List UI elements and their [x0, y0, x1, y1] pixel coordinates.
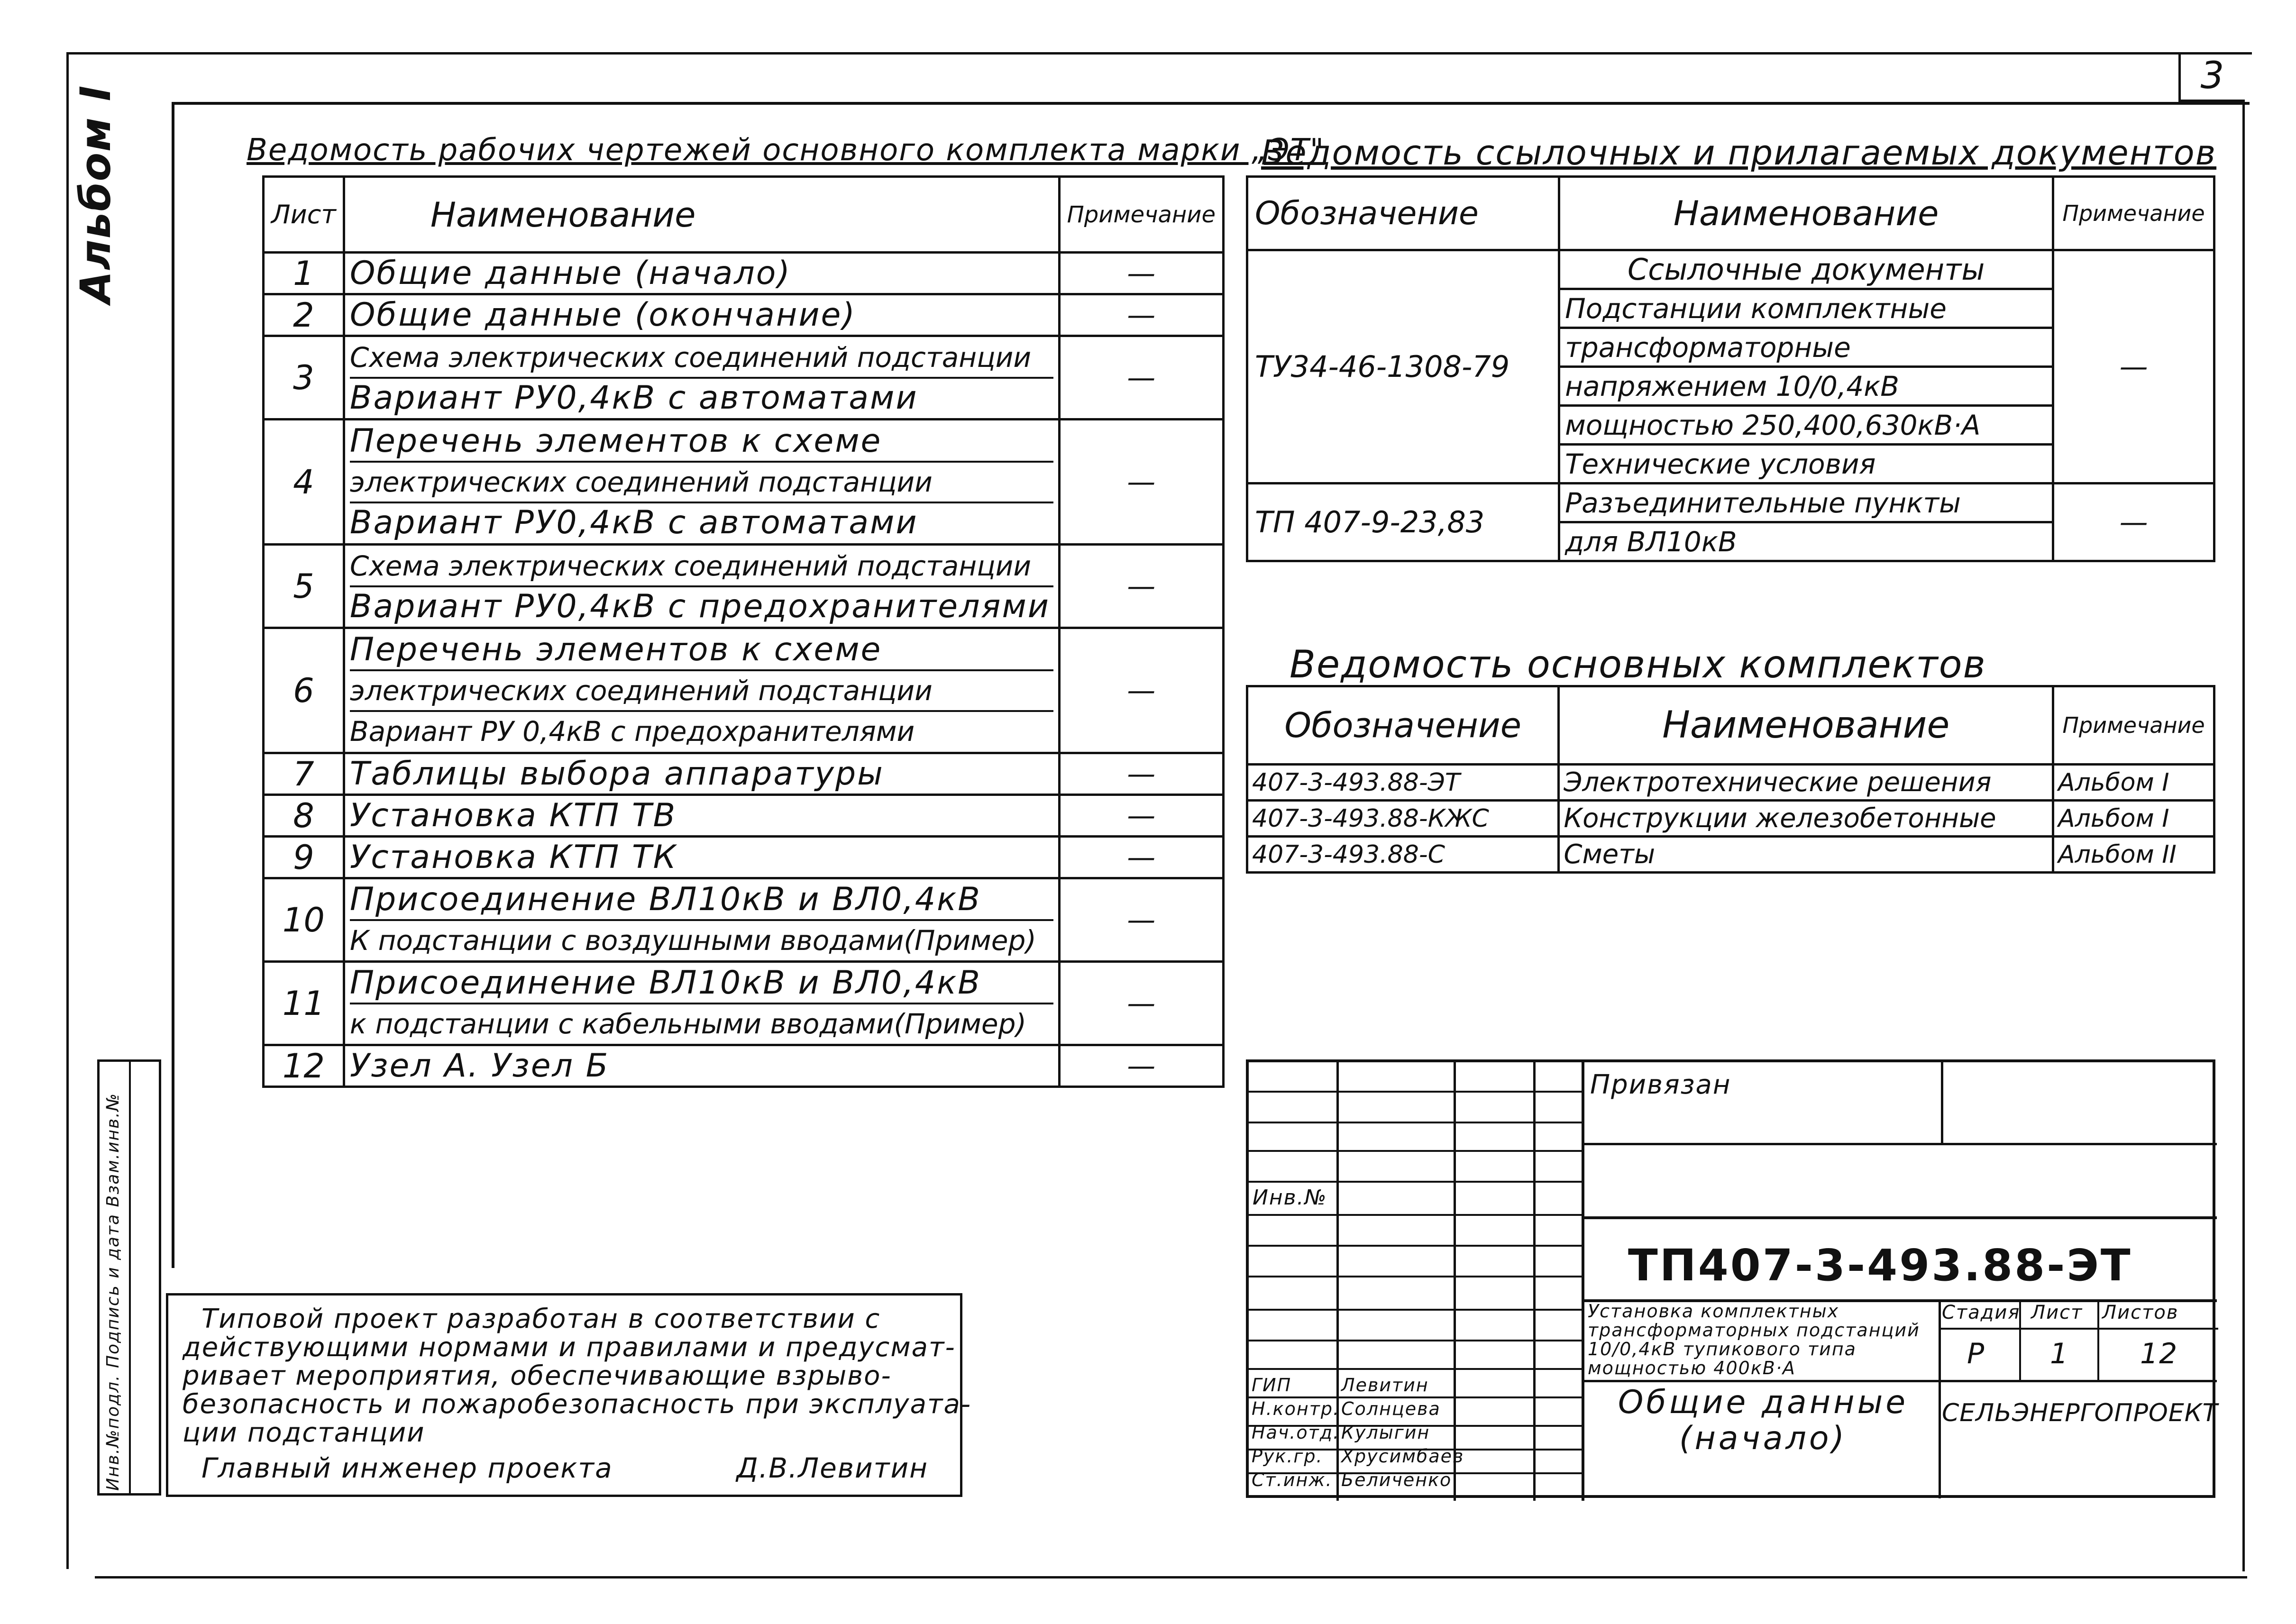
drawing-sheet-number: 6: [264, 628, 344, 753]
set-row: [1247, 801, 2214, 837]
staff-name: Хрусимбаев: [1341, 1446, 1464, 1467]
drawing-name: [344, 753, 1059, 795]
set-name: Сметы: [1559, 837, 2053, 873]
staff-name: Беличенко: [1341, 1469, 1452, 1490]
set-row: [1247, 837, 2214, 873]
drawing-name: [344, 795, 1059, 837]
outer-left-border: [66, 52, 69, 1569]
set-designation: 407-3-493.88-ЭТ: [1247, 765, 1559, 801]
drawing-name-line: Вариант РУ0,4кВ с автоматами: [349, 379, 918, 417]
drawing-name-line: электрических соединений подстанции: [350, 671, 1053, 712]
drawing-name-line: Присоединение ВЛ10кВ и ВЛ0,4кВ: [350, 964, 1053, 1004]
drawing-note: —: [1059, 878, 1223, 962]
ref-name-line: Разъединительные пункты: [1559, 484, 2053, 522]
project-description: [1588, 1302, 1939, 1378]
set-designation: 407-3-493.88-КЖС: [1247, 801, 1559, 837]
tb-attached-divider: [1941, 1062, 1943, 1143]
drawing-name-line: Схема электрических соединений подстанции: [350, 547, 1053, 587]
ref-header-name: Наименование: [1559, 177, 2053, 250]
set-name: Конструкции железобетонные: [1559, 801, 2053, 837]
tb-col-4: [1582, 1062, 1584, 1501]
stage-label: Стадия: [1942, 1302, 2021, 1323]
tb-col-2: [1454, 1062, 1456, 1501]
drawing-name: [344, 420, 1059, 545]
tb-stage-header-line: [1939, 1328, 2218, 1330]
drawing-sheet-number: 8: [264, 795, 344, 837]
drawing-note: —: [1059, 795, 1223, 837]
title-block: [1246, 1059, 2218, 1498]
ref-name-line: напряжением 10/0,4кВ: [1559, 367, 2053, 406]
drawing-name-line: Вариант РУ0,4кВ с предохранителями: [349, 587, 1050, 625]
ref-designation: ТП 407-9-23,83: [1247, 484, 1559, 561]
ref-header-designation: Обозначение: [1247, 177, 1559, 250]
main-sets-title: Ведомость основных комплектов: [1290, 642, 1986, 686]
drawing-name: [344, 628, 1059, 753]
stamp-divider: [129, 1062, 131, 1493]
sheet-title-line: Общие данные: [1618, 1384, 1909, 1421]
ref-name-line: трансформаторные: [1559, 328, 2053, 367]
tb-grid-row: [1249, 1309, 1583, 1311]
ref-section-title: Ссылочные документы: [1559, 250, 2053, 289]
ref-name-line: Подстанции комплектные: [1559, 289, 2053, 328]
tb-grid-row: [1249, 1368, 1583, 1370]
ref-header-note: Примечание: [2053, 177, 2214, 250]
frame-left-border: [172, 102, 174, 1268]
drawing-row: [264, 962, 1224, 1045]
statement-box: [166, 1293, 972, 1497]
drawing-row: [264, 253, 1224, 294]
set-note: Альбом II: [2053, 837, 2214, 873]
header-name: Наименование: [344, 177, 1059, 253]
sheet-label: Лист: [2031, 1302, 2083, 1323]
ref-name-line: для ВЛ10кВ: [1559, 522, 2053, 561]
drawing-row: [264, 294, 1224, 336]
ref-designation: ТУ34-46-1308-79: [1247, 250, 1559, 484]
sets-header-row: [1247, 686, 2214, 765]
sheets-value: 12: [2140, 1337, 2178, 1370]
staff-name: Солнцева: [1341, 1398, 1441, 1419]
drawing-name: [344, 336, 1059, 420]
sheet-title-line: (начало): [1679, 1420, 1848, 1457]
drawing-sheet-number: 12: [264, 1045, 344, 1087]
tb-grid-row: [1249, 1214, 1583, 1216]
ref-note: —: [2053, 484, 2214, 561]
drawings-list-title: Ведомость рабочих чертежей основного комплекта марки „ЭТ": [247, 133, 1325, 168]
drawings-header-row: [264, 177, 1224, 253]
statement-line: безопасность и пожаробезопасность при эксплуата-: [183, 1389, 972, 1420]
organization: СЕЛЬЭНЕРГОПРОЕКТ: [1942, 1399, 2218, 1427]
drawing-name-line: к подстанции с кабельными вводами(Пример): [349, 1007, 1027, 1040]
set-note: Альбом I: [2053, 765, 2214, 801]
header-sheet: Лист: [264, 177, 344, 253]
sheet-value: 1: [2050, 1337, 2069, 1370]
drawing-row: [264, 420, 1224, 545]
staff-role: ГИП: [1252, 1375, 1292, 1396]
drawing-name: [344, 962, 1059, 1045]
staff-name: Кулыгин: [1341, 1422, 1430, 1443]
drawing-name-line: Вариант РУ 0,4кВ с предохранителями: [349, 715, 915, 748]
drawing-note: —: [1059, 336, 1223, 420]
drawing-sheet-number: 10: [264, 878, 344, 962]
ref-note: —: [2053, 250, 2214, 484]
drawing-name: [344, 1045, 1059, 1087]
drawing-name-line: Узел А. Узел Б: [349, 1047, 610, 1085]
sheet-number: 3: [2200, 55, 2225, 97]
drawing-name: [344, 837, 1059, 878]
drawing-note: —: [1059, 1045, 1223, 1087]
tb-grid-row: [1249, 1276, 1583, 1277]
drawing-row: [264, 878, 1224, 962]
drawing-row: [264, 628, 1224, 753]
frame-bottom-border: [95, 1576, 2247, 1578]
drawing-note: —: [1059, 294, 1223, 336]
drawing-name-line: К подстанции с воздушными вводами(Пример): [349, 924, 1036, 957]
drawing-note: —: [1059, 253, 1223, 294]
outer-top-border: [66, 52, 2252, 55]
tb-grid-row: [1249, 1181, 1583, 1183]
drawing-name-line: Таблицы выбора аппаратуры: [349, 755, 884, 793]
tb-grid-row: [1249, 1150, 1583, 1152]
drawing-name-line: Присоединение ВЛ10кВ и ВЛ0,4кВ: [350, 880, 1053, 921]
reference-section-row: [1247, 250, 2214, 289]
set-designation: 407-3-493.88-С: [1247, 837, 1559, 873]
drawing-note: —: [1059, 628, 1223, 753]
drawing-sheet-number: 4: [264, 420, 344, 545]
drawing-sheet-number: 1: [264, 253, 344, 294]
drawing-name-line: Установка КТП ТК: [349, 838, 677, 876]
tb-grid-row: [1249, 1245, 1583, 1247]
set-name: Электротехнические решения: [1559, 765, 2053, 801]
drawing-row: [264, 1045, 1224, 1087]
drawing-name: [344, 253, 1059, 294]
statement-line: ции подстанции: [183, 1417, 425, 1448]
stamp-label: Инв.№подл. Подпись и дата Взам.инв.№: [103, 1092, 123, 1491]
statement-text: [183, 1304, 972, 1448]
description-line: 10/0,4кВ тупикового типа: [1588, 1339, 1857, 1359]
ref-name-line: Технические условия: [1559, 445, 2053, 484]
drawing-name: [344, 878, 1059, 962]
drawing-note: —: [1059, 420, 1223, 545]
main-sets-table: [1246, 685, 2215, 874]
drawing-row: [264, 837, 1224, 878]
drawing-note: —: [1059, 962, 1223, 1045]
reference-header-row: [1247, 177, 2214, 250]
statement-line: ривает мероприятия, обеспечивающие взрыво-: [183, 1360, 892, 1391]
drawing-name-line: электрических соединений подстанции: [350, 463, 1053, 503]
drawing-name-line: Вариант РУ0,4кВ с автоматами: [349, 503, 918, 541]
statement-signature: [183, 1452, 946, 1484]
drawing-name: [344, 294, 1059, 336]
ref-name-line: мощностью 250,400,630кВ·А: [1559, 406, 2053, 445]
signature-role: Главный инженер проекта: [201, 1452, 613, 1484]
drawing-row: [264, 545, 1224, 628]
tb-row-code: [1582, 1216, 2217, 1219]
document-code: ТП407-3-493.88-ЭТ: [1628, 1240, 2132, 1291]
drawing-sheet-number: 11: [264, 962, 344, 1045]
drawing-sheet-number: 2: [264, 294, 344, 336]
set-note: Альбом I: [2053, 801, 2214, 837]
drawing-note: —: [1059, 837, 1223, 878]
drawing-sheet-number: 9: [264, 837, 344, 878]
drawing-name-line: Общие данные (начало): [349, 254, 791, 292]
vertical-stamp-strip: [97, 1059, 161, 1496]
sheets-label: Листов: [2102, 1302, 2179, 1323]
reference-docs-table: [1246, 175, 2215, 562]
sheet-number-box: [2178, 52, 2245, 102]
tb-grid-row: [1249, 1091, 1583, 1093]
drawing-note: —: [1059, 545, 1223, 628]
album-side-label: Альбом I: [71, 84, 120, 303]
description-line: трансформаторных подстанций: [1588, 1320, 1920, 1341]
drawing-row: [264, 795, 1224, 837]
sets-header-name: Наименование: [1559, 686, 2053, 765]
drawing-name-line: Общие данные (окончание): [349, 296, 856, 334]
staff-role: Ст.инж.: [1252, 1469, 1333, 1490]
statement-line: действующими нормами и правилами и предусмат-: [183, 1332, 956, 1363]
sets-header-note: Примечание: [2053, 686, 2214, 765]
tb-grid-row: [1249, 1122, 1583, 1123]
tb-row-sheet-title: [1582, 1380, 2217, 1382]
staff-name: Левитин: [1341, 1375, 1429, 1396]
tb-grid-row: [1249, 1340, 1583, 1341]
drawing-name-line: Установка КТП ТВ: [349, 796, 677, 834]
statement-line: Типовой проект разработан в соответствии с: [201, 1304, 881, 1334]
tb-row-attached: [1582, 1143, 2217, 1145]
staff-role: Нач.отд.: [1252, 1422, 1340, 1443]
drawing-name-line: Схема электрических соединений подстанции: [350, 338, 1053, 379]
stage-value: Р: [1967, 1337, 1985, 1370]
header-note: Примечание: [1059, 177, 1223, 253]
attached-label: Привязан: [1590, 1069, 1731, 1100]
sheet-title: [1590, 1385, 1936, 1457]
drawing-name-line: Перечень элементов к схеме: [350, 630, 1053, 671]
drawing-name: [344, 545, 1059, 628]
drawing-sheet-number: 3: [264, 336, 344, 420]
description-line: Установка комплектных: [1588, 1301, 1839, 1322]
drawing-name-line: Перечень элементов к схеме: [350, 422, 1053, 463]
drawing-sheet-number: 7: [264, 753, 344, 795]
drawing-note: —: [1059, 753, 1223, 795]
sets-header-designation: Обозначение: [1247, 686, 1559, 765]
reference-docs-title: Ведомость ссылочных и прилагаемых документов: [1261, 133, 2217, 173]
drawing-row: [264, 336, 1224, 420]
set-row: [1247, 765, 2214, 801]
staff-role: Н.контр.: [1252, 1398, 1340, 1419]
drawing-row: [264, 753, 1224, 795]
tb-stage-col-2: [2097, 1299, 2099, 1380]
ref-line-row: [1247, 484, 2214, 522]
signature-name: Д.В.Левитин: [736, 1452, 929, 1484]
tb-col-3: [1533, 1062, 1536, 1501]
description-line: мощностью 400кВ·А: [1588, 1358, 1796, 1378]
inv-no-label: Инв.№: [1253, 1186, 1327, 1210]
frame-right-border: [2242, 102, 2245, 1571]
drawings-list-table: [262, 175, 1225, 1088]
staff-role: Рук.гр.: [1252, 1446, 1323, 1467]
frame-top-border: [173, 102, 2250, 105]
drawing-sheet-number: 5: [264, 545, 344, 628]
